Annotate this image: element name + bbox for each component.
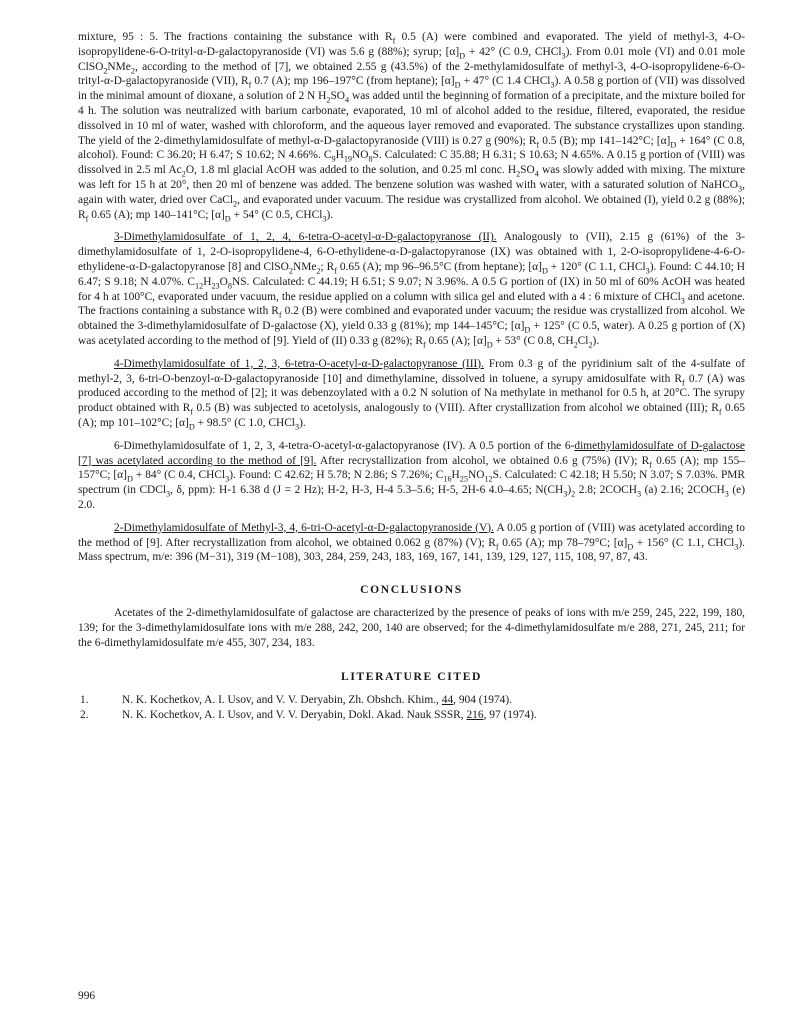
text-run: + 47° (C 1.4 CHCl [460,75,551,88]
subscript-text: D [627,541,634,551]
body-paragraph-p2 [78,230,745,348]
text-run: After recrystallization from alcohol, we obtained 0.6 g (75%) (IV); R [316,454,650,467]
text-run: 2.8; 2COCH [575,484,637,497]
conclusions-heading: CONCLUSIONS [360,583,463,597]
subscript-text: f [85,213,89,223]
subscript-text: D [524,325,531,335]
subscript-text: f [536,139,540,149]
subscript-text: D [486,340,493,350]
subscript-text: 2 [588,340,593,350]
text-run: ). [299,416,306,429]
subscript-text: 16 [443,474,452,484]
subscript-text: 3 [563,489,568,499]
subscript-text: 2 [571,489,576,499]
subscript-text: 4 [345,95,350,105]
text-run: , 904 (1974). [453,694,513,707]
text-run: was added until the beginning of formation of a precipitate, and the mixture boiled for 4 h. The solution was neutralized with barium carbonate, evaporated, 10 ml of alcohol added to the residue, filtered, evaporated, the residue dissolved in 10 ml of water, washed with chloroform, and the aqueous layer removed and evaporated. The substance crystallizes upon standing. The yield of the 2-dimethylamidosulfate of methyl-α-D-galactopyranoside (VIII) is 0.27 g (90%); R [78,90,745,147]
subscript-text: f [422,340,426,350]
subscript-text: 3 [734,541,739,551]
underlined-text: 2-Dimethylamidosulfate of Methyl-3, 4, 6-tri-O-acetyl-α-D-galactopyranoside (V). [114,521,494,534]
body-paragraph-p4 [78,439,745,513]
text-run: (a) 2.16; 2COCH [641,484,725,497]
subscript-text: D [541,266,548,276]
subscript-text: 3 [294,422,300,432]
text-run: S. Calculated: C 35.88; H 6.31; S 10.63; N 4.65%. A 0.15 g portion of (VIII) was dissolved in 2.5 ml Ac [78,149,745,177]
underlined-text: 4-Dimethylamidosulfate of 1, 2, 3, 6-tetra-O-acetyl-α-D-galactopyranose (III). [114,357,484,370]
subscript-text: 2 [326,95,331,105]
text-run: , δ, ppm): H-1 6.38 d (J = 2 Hz); H-2, H-3, H-4 5.3–5.6; H-5, 2H-6 4.0–4.65; N(CH [170,484,564,497]
references-list [78,693,745,723]
reference-item [78,693,745,708]
text-run: , again with water, dried over CaCl [78,178,745,206]
subscript-text: f [190,407,194,417]
subscript-text: 3 [724,489,729,499]
subscript-text: D [224,213,231,223]
text-run: NS. Calculated: C 44.19; H 6.51; S 9.07; N 3.96%. A 0.5 G portion of (IX) in 50 ml of 60% AcOH was heated for 4 h at 100°C, evaporated under vacuum, the residue applied on a column with silica gel and eluted with a 4 : 6 mixture of CHCl [78,275,745,303]
subscript-text: D [188,422,195,432]
text-run: 0.65 (A); mp 96–96.5°C (from heptane); [α] [336,260,542,273]
text-run: 0.65 (A); mp 101–102°C; [α] [78,402,745,429]
reference-number: 2. [80,709,89,722]
subscript-text: 2 [103,65,108,75]
text-run: A 0.05 g portion of (VIII) was acetylated according to the method of [9]. After recrystallization from alcohol, we obtained 0.062 g (87%) (V); R [78,521,745,549]
text-run: ). [326,208,334,221]
text-run: 0.65 (A); mp 140–141°C; [α] [88,208,225,221]
text-run: + 156° (C 1.1, CHCl [633,536,735,549]
subscript-text: 12 [484,474,493,484]
text-run: ). From 0.01 mole (VI) and 0.01 mole ClSO [78,45,746,73]
subscript-text: 2 [130,65,135,75]
body-paragraph-p1 [78,30,745,222]
text-run: ). Found: C 42.62; H 5.78; N 2.86; S 7.26%; C [229,469,444,482]
subscript-text: 25 [459,474,468,484]
text-run: ; R [320,260,335,273]
reference-number: 1. [80,694,89,707]
text-run: + 53° (C 0.8, CH [492,334,574,347]
subscript-text: D [454,80,461,90]
text-run: 0.5 (A) were combined and evaporated. The yield of methyl-3, 4-O-isopropylidene-6-O-trityl-α-D-galactopyranoside (VI) was 5.6 g (88%); syrup; [α] [78,31,745,58]
conclusions-paragraph: Acetates of the 2-dimethylamidosulfate of galactose are characterized by the presence of peaks of ions with m/e 259, 245, 222, 199, 180, 139; for the 3-dimethylamidosulfate ions with m/e 288, 242, 200, 140 are observed; for the 4-dimethylamidosulfate m/e 288, 271, 245, 211; for the 6-dimethylamidosulfate m/e 455, 307, 234, 183. [78,607,745,649]
text-run: + 54° (C 0.5, CHCl [230,208,323,221]
subscript-text: 3 [322,213,327,223]
subscript-text: 8 [368,154,373,164]
text-run: NO [467,469,485,482]
text-run: + 125° (C 0.5, water). A 0.25 g portion of (X) was acetylated according to the method of [9]. Yield of (II) 0.33 g (82%); R [78,320,745,347]
text-run: ). [592,334,600,347]
subscript-text: 3 [645,266,650,276]
text-run: 0.7 (A) was produced according to the method of [2]; it was debenzoylated with a 0.2 N solution of Na methylate in methanol for 0.5 h, at 20°C. The syrupy product obtained with R [78,372,745,415]
text-run: , 97 (1974). [483,709,537,722]
text-run: 0.5 (B) was subjected to acetolysis, analogously to (VIII). After crystallization from alcohol we obtained (III); R [193,402,719,415]
text-run: NMe [292,260,317,273]
subscript-text: f [392,36,396,46]
underlined-text: 216 [466,709,484,722]
text-run: + 164° (C 0.8, alcohol). Found: C 36.20; H 6.47; S 10.62; N 4.66%. C [78,134,745,162]
subscript-text: f [718,407,722,417]
text-run: SO [330,90,346,103]
text-run: ). A 0.58 g portion of (VII) was dissolved in the minimal amount of dioxane, a solution of 2 N H [78,75,745,103]
subscript-text: 3 [225,474,230,484]
subscript-text: D [670,139,677,149]
article-page [78,30,745,723]
text-run: SO [520,164,535,177]
subscript-text: f [495,541,499,551]
text-run: N. K. Kochetkov, A. I. Usov, and V. V. Deryabin, Zh. Obshch. Khim., [122,694,442,707]
underlined-text: 3-Dimethylamidosulfate of 1, 2, 4, 6-tetra-O-acetyl-α-D-galactopyranose (II). [114,231,497,244]
text-run: From 0.3 g of the pyridinium salt of the 4-sulfate of methyl-2, 3, 6-tri-O-benzoyl-α-D-galactopyranoside [10] and dimethylamine, dissolved in toluene, a syrupy amidosulfate with R [78,357,745,385]
subscript-text: 4 [534,169,539,179]
subscript-text: 9 [331,154,336,164]
subscript-text: 2 [573,340,578,350]
text-run: 0.65 (A); mp 155–157°C; [α] [78,454,746,482]
text-run: H [335,149,344,162]
text-run: 0.5 (B); mp 141–142°C; [α] [539,134,671,147]
text-run: 0.65 (A); [α] [425,334,487,347]
subscript-text: f [649,459,652,469]
text-run: was slowly added with mixing. The mixture was left for 15 h at 20°, then 20 ml of benzene was added. The benzene solution was washed with water, with a saturated solution of NaHCO [78,164,746,191]
body-paragraph-p5 [78,521,745,565]
text-run: + 42° (C 0.9, CHCl [465,45,562,58]
subscript-text: f [278,310,282,320]
text-run: O [219,275,228,288]
subscript-text: 2 [316,266,321,276]
subscript-text: f [334,266,337,276]
text-run: NMe [107,60,131,73]
text-run: + 84° (C 0.4, CHCl [132,469,226,482]
text-run: mixture, 95 : 5. The fractions containing the substance with R [78,31,393,43]
text-run: O, 1.8 ml glacial AcOH was added to the solution, and 0.25 ml conc. H [185,164,517,177]
text-run: , according to the method of [7], we obtained 2.55 g (43.5%) of the 2-methylamidosulfate of methyl-3, 4-O-isopropylidene-6-O-trityl-α-D-galactopyranoside (VII), R [78,60,745,88]
subscript-text: 2 [233,199,238,209]
subscript-text: 2 [288,266,293,276]
text-run: and acetone. The fractions containing a substance with R [78,290,745,318]
underlined-text: dimethylamidosulfate of D-galactose [7] was acetylated according to the method of [9]. [78,439,745,467]
subscript-text: 3 [166,489,171,499]
text-run: NO [352,149,369,162]
text-run: Analogously to (VII), 2.15 g (61%) of the 3-dimethylamidosulfate of 1, 2-O-isopropylidene-4, 6-O-ethylidene-α-D-galactopyranose (IX) was obtained with 1, 2-O-isopropylidene-4-6-O-ethylidene-α-D-galactopyranose [8] and ClSO [78,231,745,273]
subscript-text: 12 [195,281,204,291]
text-run: ). Mass spectrum, m/e: 396 (M−31), 319 (M−108), 303, 284, 259, 243, 183, 169, 167, 141, 139, 129, 127, 115, 108, 97, 87, 43. [78,536,745,564]
text-run: H [203,275,212,288]
subscript-text: 3 [738,184,743,194]
reference-item [78,708,745,723]
subscript-text: 2 [516,169,521,179]
subscript-text: 3 [550,80,555,90]
text-run: + 98.5° (C 1.0, CHCl [194,416,295,429]
text-run: 0.7 (A); mp 196–197°C (from heptane); [α] [251,75,455,88]
text-run: ). Found: C 44.10; H 6.47; S 9.18; N 4.07%. C [78,260,745,288]
subscript-text: 3 [561,51,566,61]
subscript-text: 2 [181,169,186,179]
text-run: Cl [577,334,589,347]
text-run: ) [567,484,572,497]
subscript-text: D [126,474,133,484]
text-run: , and evaporated under vacuum. The residue was crystallized from alcohol. We obtained (I), yield 0.2 g (88%); R [78,193,745,221]
text-run: + 120° (C 1.1, CHCl [547,260,646,273]
text-run: N. K. Kochetkov, A. I. Usov, and V. V. Deryabin, Dokl. Akad. Nauk SSSR, [122,709,467,722]
subscript-text: 19 [343,154,352,164]
body-paragraph-p3 [78,357,745,431]
literature-cited-heading: LITERATURE CITED [340,670,483,684]
subscript-text: D [459,51,466,61]
subscript-text: f [248,80,252,90]
underlined-text: 44 [441,694,454,707]
text-run: S. Calculated: C 42.18; H 5.50; N 3.07; S 7.03%. PMR spectrum (in CDCl [78,469,746,497]
text-run: (e) 2.0. [78,484,746,511]
subscript-text: 8 [227,281,232,291]
page-number: 996 [78,990,96,1002]
text-run: H [451,469,460,482]
text-run: 0.65 (A); mp 78–79°C; [α] [498,536,628,549]
text-run: 0.2 (B) were combined and evaporated under vacuum; the residue was crystallized from alcohol. We obtained the 3-dimethylamidosulfate of D-galactose (X), yield 0.33 g (81%); mp 144–145°C; [α] [78,305,745,333]
subscript-text: 23 [211,281,220,291]
subscript-text: 3 [680,295,685,305]
subscript-text: f [682,377,685,387]
subscript-text: 3 [637,489,642,499]
experimental-section [78,30,745,565]
text-run: 6-Dimethylamidosulfate of 1, 2, 3, 4-tetra-O-acetyl-α-galactopyranose (IV). A 0.5 portion of the 6- [114,439,575,452]
